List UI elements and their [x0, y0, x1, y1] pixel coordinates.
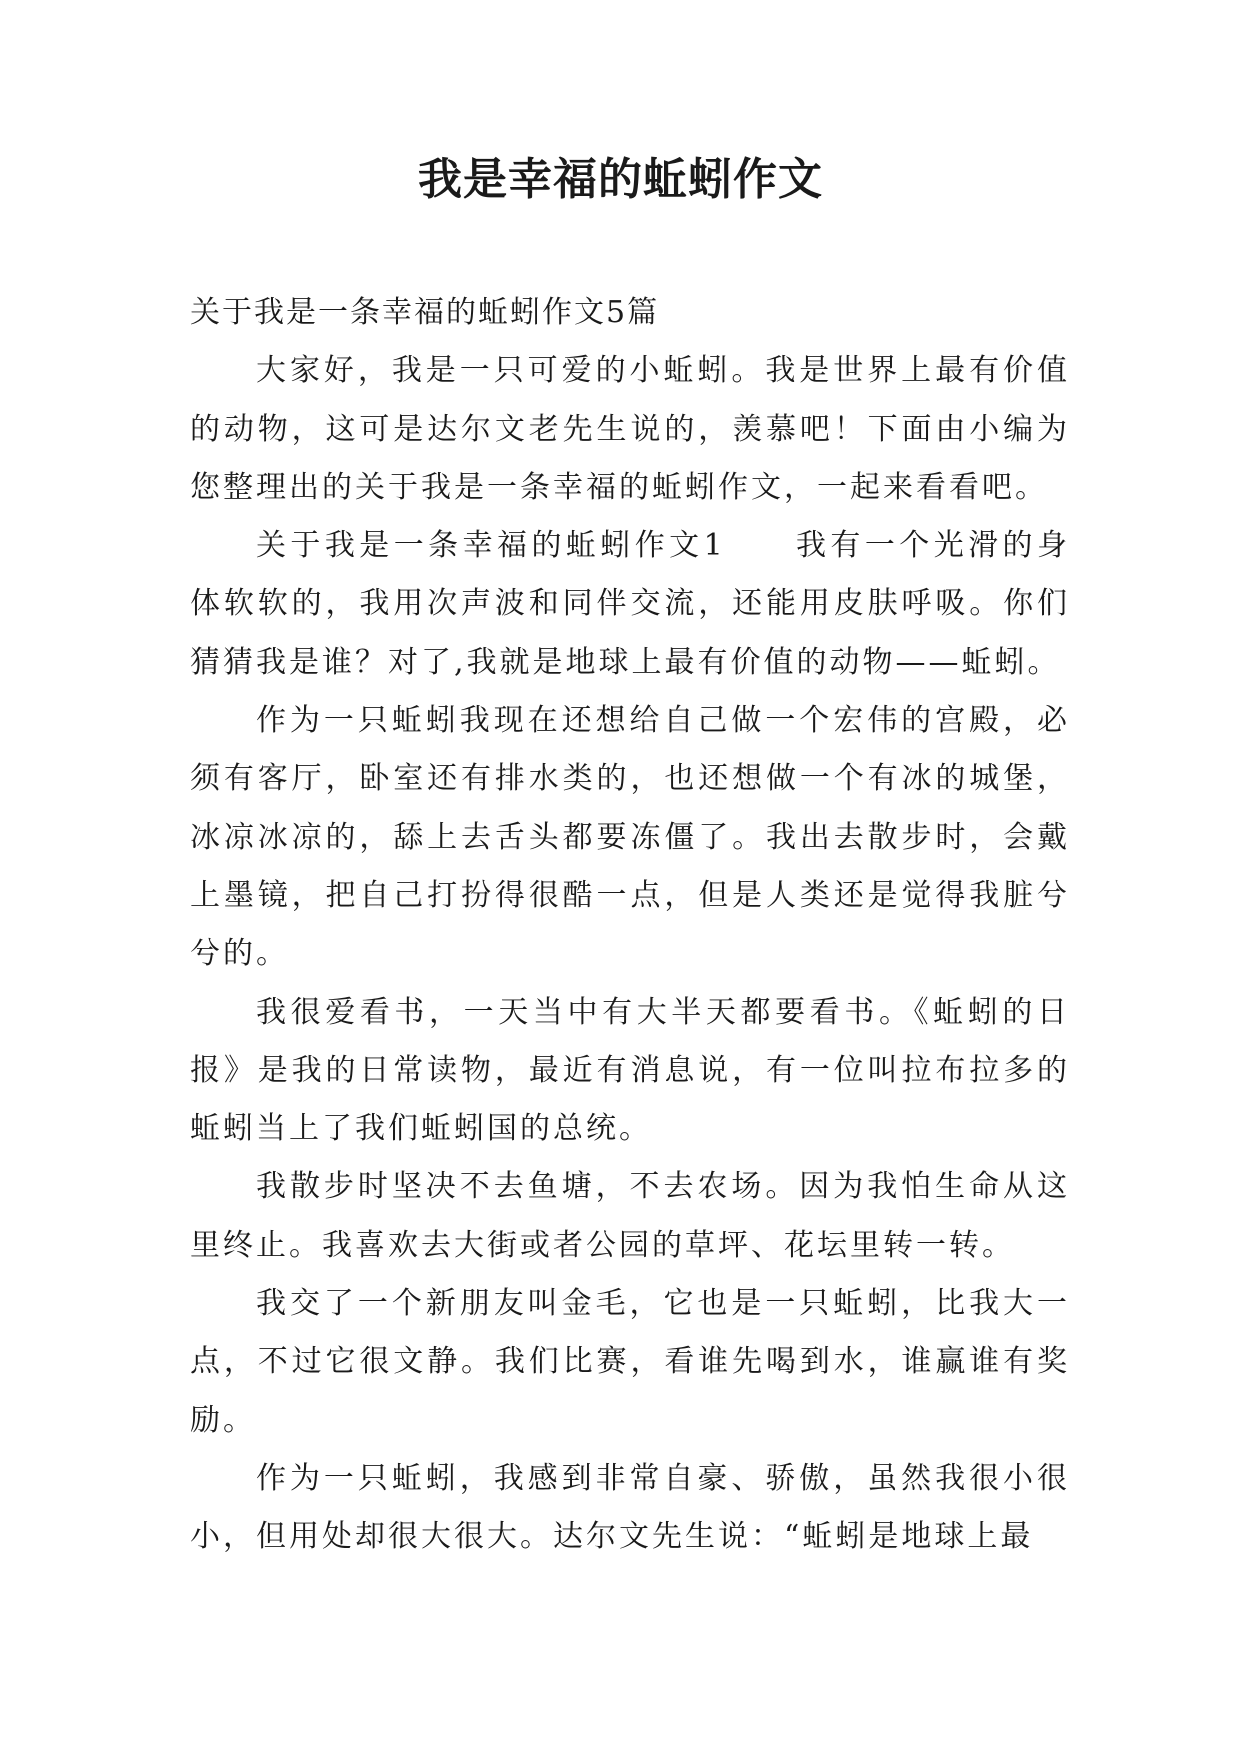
paragraph-essay-1-start: 关于我是一条幸福的蚯蚓作文1 我有一个光滑的身体软软的，我用次声波和同伴交流，还能用皮肤呼吸。你们猜猜我是谁？对了,我就是地球上最有价值的动物——蚯蚓。 [190, 528, 1070, 680]
document-title: 我是幸福的蚯蚓作文 [418, 154, 823, 205]
paragraph-reading: 我很爱看书，一天当中有大半天都要看书。《蚯蚓的日报》是我的日常读物，最近有消息说，有一位叫拉布拉多的蚯蚓当上了我们蚯蚓国的总统。 [190, 994, 1070, 1147]
paragraph-palace: 作为一只蚯蚓我现在还想给自己做一个宏伟的宫殿，必须有客厅，卧室还有排水类的，也还想做一个有冰的城堡，冰凉冰凉的，舔上去舌头都要冻僵了。我出去散步时，会戴上墨镜，把自己打扮得很酷一点，但是人类还是觉得我脏兮兮的。 [190, 703, 1070, 972]
document-body [190, 284, 1070, 1567]
paragraph-friend: 我交了一个新朋友叫金毛，它也是一只蚯蚓，比我大一点，不过它很文静。我们比赛，看谁先喝到水，谁赢谁有奖励。 [190, 1286, 1070, 1438]
paragraph-proud: 作为一只蚯蚓，我感到非常自豪、骄傲，虽然我很小很小，但用处却很大很大。达尔文先生说：“蚯蚓是地球上最 [190, 1460, 1070, 1555]
paragraph-intro: 大家好，我是一只可爱的小蚯蚓。我是世界上最有价值的动物，这可是达尔文老先生说的，羡慕吧！下面由小编为您整理出的关于我是一条幸福的蚯蚓作文，一起来看看吧。 [190, 353, 1070, 505]
paragraph-walking: 我散步时坚决不去鱼塘，不去农场。因为我怕生命从这里终止。我喜欢去大街或者公园的草坪、花坛里转一转。 [190, 1169, 1070, 1263]
article-heading: 关于我是一条幸福的蚯蚓作文5篇 [190, 295, 660, 330]
